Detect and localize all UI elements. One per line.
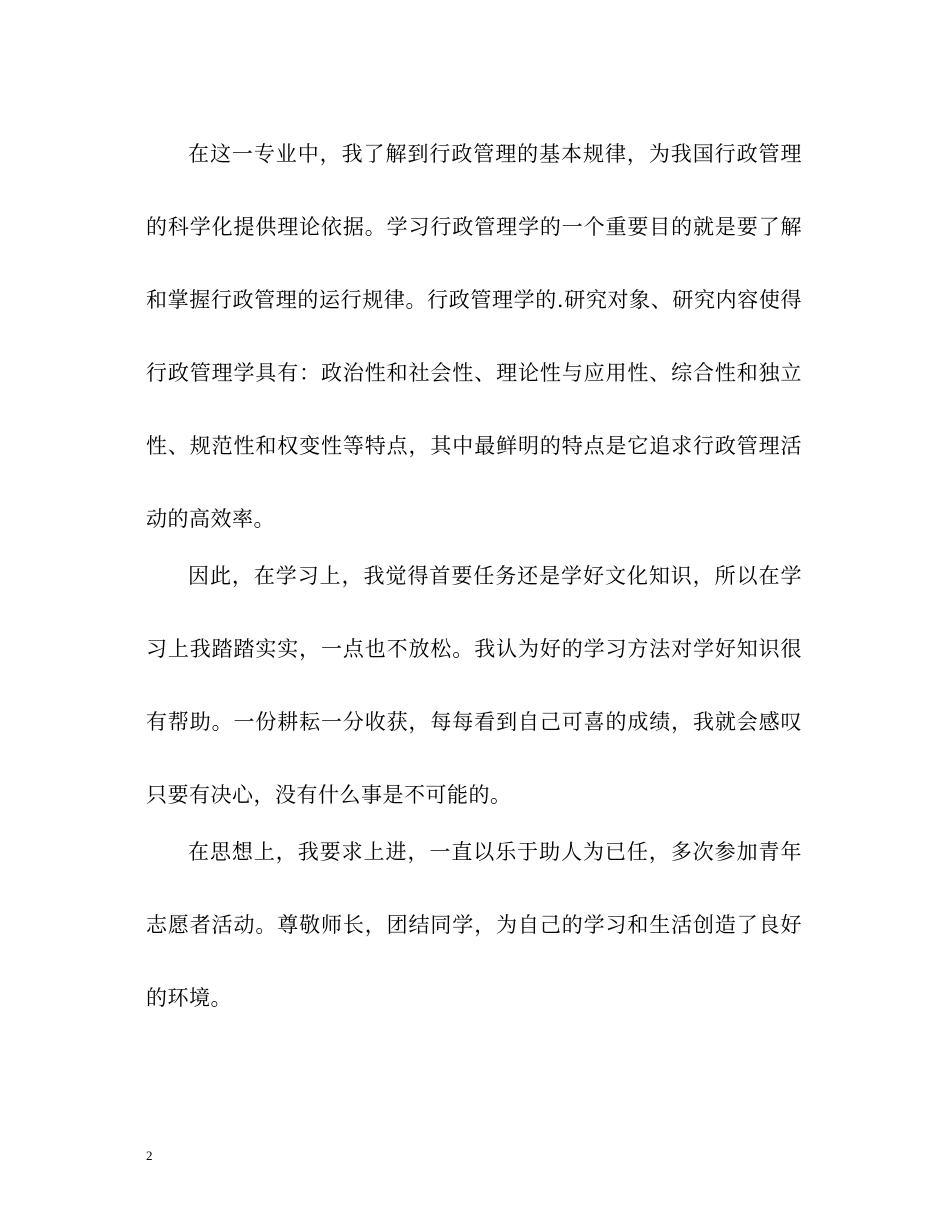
paragraph-1: 在这一专业中，我了解到行政管理的基本规律，为我国行政管理的科学化提供理论依据。学习行政管理学的一个重要目的就是要了解和掌握行政管理的运行规律。行政管理学的.研究对象、研究内容使得行政管理学具有：政治性和社会性、理论性与应用性、综合性和独立性、规范性和权变性等特点，其中最鲜明的特点是它追求行政管理活动的高效率。 [146, 142, 802, 531]
page-number: 2 [146, 1148, 153, 1163]
paragraph-3: 在思想上，我要求上进，一直以乐于助人为已任，多次参加青年志愿者活动。尊敬师长，团结同学，为自己的学习和生活创造了良好的环境。 [146, 840, 802, 1010]
document-body [146, 118, 802, 1035]
paragraph-2: 因此，在学习上，我觉得首要任务还是学好文化知识，所以在学习上我踏踏实实，一点也不放松。我认为好的学习方法对学好知识很有帮助。一份耕耘一分收获，每每看到自己可喜的成绩，我就会感叹只要有决心，没有什么事是不可能的。 [146, 564, 802, 807]
